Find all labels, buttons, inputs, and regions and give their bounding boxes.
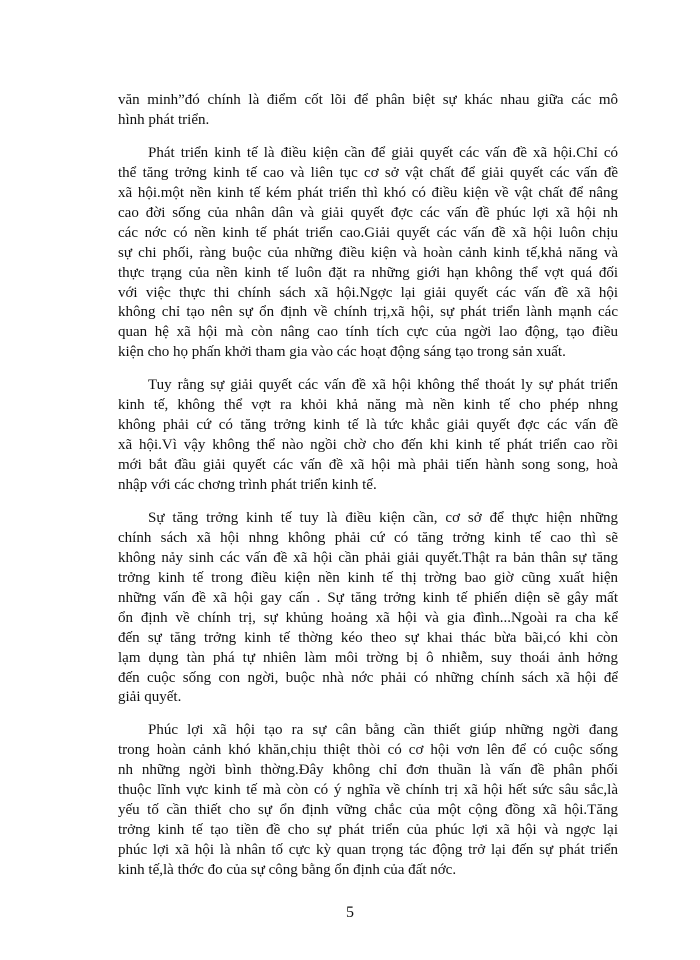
- text-line: phúc lợi xã hội là nhân tố cực kỳ quan trọng tác động trở lại đến sự phát triển: [118, 842, 618, 859]
- text-line: không phải cứ có tăng trởng kinh tế là tức khắc giải quyết đợc các vấn đề: [118, 417, 618, 434]
- text-line: thuộc lĩnh vực kinh tế mà còn có ý nghĩa về chính trị xã hội hết sức sâu sắc,là: [118, 782, 618, 799]
- text-line: trởng kinh tế trong điều kiện nền kinh tế thị trờng bao giờ cũng xuất hiện: [118, 569, 618, 586]
- text-line: Tuy rằng sự giải quyết các vấn đề xã hội không thể thoát ly sự phát triển: [148, 377, 618, 394]
- text-line: trong hoàn cảnh khó khăn,chịu thiệt thòi có cơ hội vơn lên để có cuộc sống: [118, 742, 618, 759]
- text-line: không chỉ tạo nên sự ổn định về chính trị,xã hội, sự phát triển lành mạnh các: [118, 304, 618, 321]
- text-line: chính sách xã hội nhng không phải cứ có tăng trởng kinh tế cao thì sẽ: [118, 529, 618, 546]
- text-line: văn minh”đó chính là điểm cốt lõi để phân biệt sự khác nhau giữa các mô: [118, 92, 618, 108]
- text-line: nh những ngời bình thờng.Đây không chỉ đơn thuần là vấn đề phân phối: [118, 762, 618, 779]
- text-line: Phúc lợi xã hội tạo ra sự cân bằng cần thiết giúp những ngời đang: [148, 722, 618, 739]
- text-line: các nớc có nền kinh tế phát triển cao.Giải quyết các vấn đề xã hội luôn chịu: [118, 224, 618, 241]
- text-line: sự chi phối, ràng buộc của những điều kiện và hoàn cảnh kinh tế,khả năng và: [118, 244, 618, 261]
- text-line: yếu tố cần thiết cho sự ổn định vững chắc của một cộng đồng xã hội.Tăng: [118, 802, 618, 819]
- text-line: quan hệ xã hội mà còn nâng cao tính tích cực của ngời lao động, tạo điều: [118, 324, 618, 341]
- text-line: kinh tế, không thể vợt ra khỏi khả năng mà nền kinh tế cho phép nhng: [118, 397, 618, 414]
- text-line: xã hội.một nền kinh tế kém phát triển thì khó có điều kiện về vật chất để nâng: [118, 184, 618, 201]
- text-line: mới bắt đầu giải quyết các vấn đề xã hội mà phải tiến hành song song, hoà: [118, 457, 618, 474]
- text-line: không nảy sinh các vấn đề xã hội cần phải giải quyết.Thật ra bản thân sự tăng: [118, 549, 618, 566]
- text-line: thể tăng trởng kinh tế cao và liên tục cơ sở vật chất để giải quyết các vấn đề: [118, 164, 618, 181]
- text-line: Phát triển kinh tế là điều kiện cần để giải quyết các vấn đề xã hội.Chỉ có: [148, 144, 618, 161]
- text-line: nhập với các chơng trình phát triển kinh tế.: [118, 477, 377, 493]
- text-line: những vấn đề xã hội gay cấn . Sự tăng trởng kinh tế phiến diện sẽ gây mất: [118, 589, 618, 606]
- text-line: giải quyết.: [118, 689, 182, 706]
- text-line: với việc thực thi chính sách xã hội.Ngợc lại giải quyết các vấn đề xã hội: [118, 284, 618, 301]
- text-line: xã hội.Vì vậy không thể nào ngồi chờ cho đến khi kinh tế phát triển cao rồi: [118, 437, 618, 454]
- text-line: hình phát triển.: [118, 111, 210, 128]
- text-line: cao đời sống của nhân dân và giải quyết đợc các vấn đề phúc lợi xã hội nh: [118, 204, 618, 221]
- text-line: lạm dụng tàn phá tự nhiên làm môi trờng bị ô nhiễm, suy thoái ảnh hởng: [118, 649, 618, 666]
- text-line: trởng kinh tế tạo tiền đề cho sự phát triển của phúc lợi xã hội và ngợc lại: [118, 822, 618, 839]
- text-line: đến sự tăng trởng kinh tế thờng kéo theo sự khai thác bừa bãi,có khi còn: [118, 629, 618, 646]
- text-line: kinh tế,là thớc đo của sự công bằng ổn định của đất nớc.: [118, 862, 457, 878]
- text-line: thực trạng của nền kinh tế luôn đặt ra những giới hạn không thể vợt quá đối: [118, 264, 618, 281]
- text-line: đến cuộc sống con ngời, buộc nhà nớc phải có những chính sách xã hội để: [118, 669, 618, 686]
- text-line: kiện cho họ phấn khởi tham gia vào các hoạt động sáng tạo trong sản xuất.: [118, 344, 566, 361]
- text-line: Sự tăng trởng kinh tế tuy là điều kiện cần, cơ sở để thực hiện những: [148, 509, 618, 526]
- text-line: ổn định về chính trị, sự khủng hoảng xã hội và gia đình...Ngoài ra cha kể: [118, 609, 618, 626]
- page-number: 5: [346, 904, 354, 921]
